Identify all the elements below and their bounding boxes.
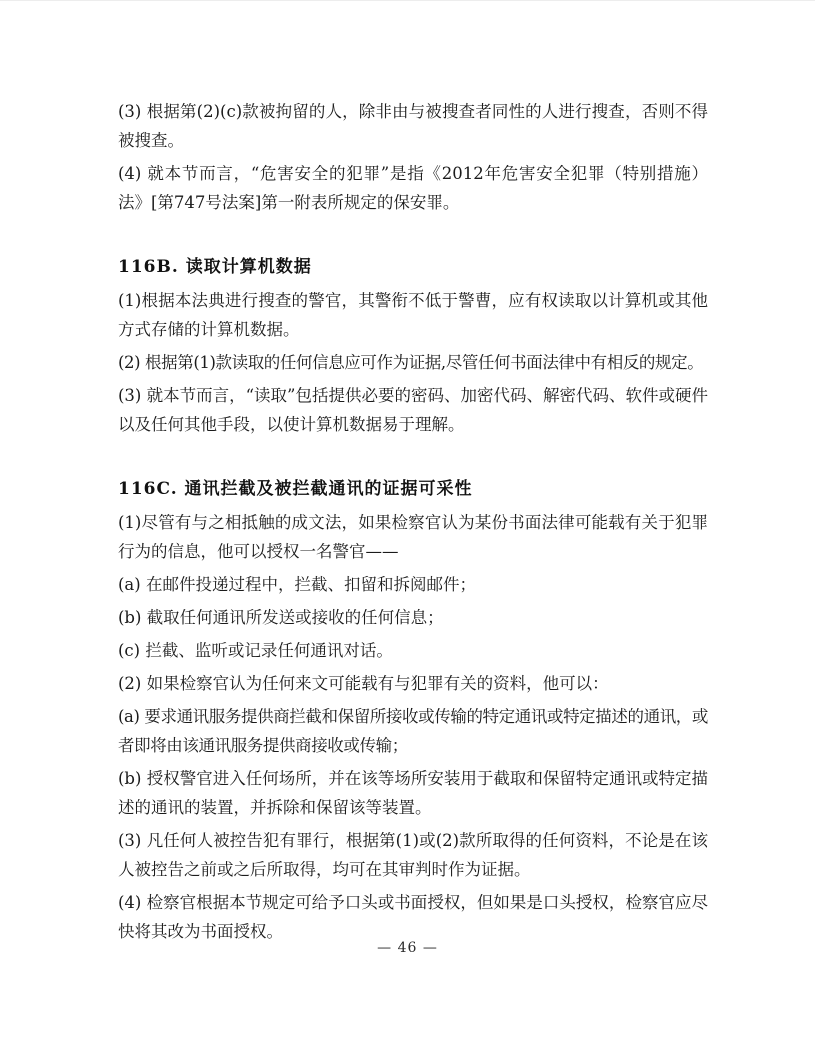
subclause-c-paragraph: (c) 拦截、监听或记录任何通讯对话。 xyxy=(118,641,393,660)
clause-1-paragraph: (1)尽管有与之相抵触的成文法，如果检察官认为某份书面法律可能载有关于犯罪行为的信息，他可以授权一名警官—— xyxy=(118,513,708,561)
page-number: — 46 — xyxy=(377,940,438,956)
section-116b-heading: 116B. 读取计算机数据 xyxy=(118,257,312,277)
section-116c xyxy=(118,475,708,946)
subclause-a-paragraph: (a) 在邮件投递过程中，拦截、扣留和拆阅邮件； xyxy=(118,575,476,594)
document-page xyxy=(0,1,815,1055)
clause-3-paragraph: (3) 就本节而言，“读取”包括提供必要的密码、加密代码、解密代码、软件或硬件以及任何其他手段，以使计算机数据易于理解。 xyxy=(118,386,708,434)
clause-2-paragraph: (2) 根据第(1)款读取的任何信息应可作为证据,尽管任何书面法律中有相反的规定。 xyxy=(118,353,704,372)
clause-3-paragraph: (3) 凡任何人被控告犯有罪行，根据第(1)或(2)款所取得的任何资料，不论是在该人被控告之前或之后所取得，均可在其审判时作为证据。 xyxy=(118,831,708,879)
clause-4-paragraph: (4) 检察官根据本节规定可给予口头或书面授权，但如果是口头授权，检察官应尽快将其改为书面授权。 xyxy=(118,893,708,941)
clause-2-subclause-b-paragraph: (b) 授权警官进入任何场所，并在该等场所安装用于截取和保留特定通讯或特定描述的通讯的装置，并拆除和保留该等装置。 xyxy=(118,769,708,817)
section-116b xyxy=(118,253,708,439)
page-footer xyxy=(0,940,815,956)
clause-2-paragraph: (2) 如果检察官认为任何来文可能载有与犯罪有关的资料，他可以： xyxy=(118,674,609,693)
clause-3-paragraph: (3) 根据第(2)(c)款被拘留的人，除非由与被搜查者同性的人进行搜查，否则不得被搜查。 xyxy=(118,102,708,150)
section-116c-heading: 116C. 通讯拦截及被拦截通讯的证据可采性 xyxy=(118,479,473,499)
section-preceding-provisions xyxy=(118,97,708,217)
clause-2-subclause-a-paragraph: (a) 要求通讯服务提供商拦截和保留所接收或传输的特定通讯或特定描述的通讯，或者即将由该通讯服务提供商接收或传输； xyxy=(118,707,708,755)
subclause-b-paragraph: (b) 截取任何通讯所发送或接收的任何信息； xyxy=(118,608,444,627)
clause-1-paragraph: (1)根据本法典进行搜查的警官，其警衔不低于警曹，应有权读取以计算机或其他方式存储的计算机数据。 xyxy=(118,291,708,339)
clause-4-paragraph: (4) 就本节而言，“危害安全的犯罪”是指《2012年危害安全犯罪（特别措施）法》[第747号法案]第一附表所规定的保安罪。 xyxy=(118,164,708,212)
